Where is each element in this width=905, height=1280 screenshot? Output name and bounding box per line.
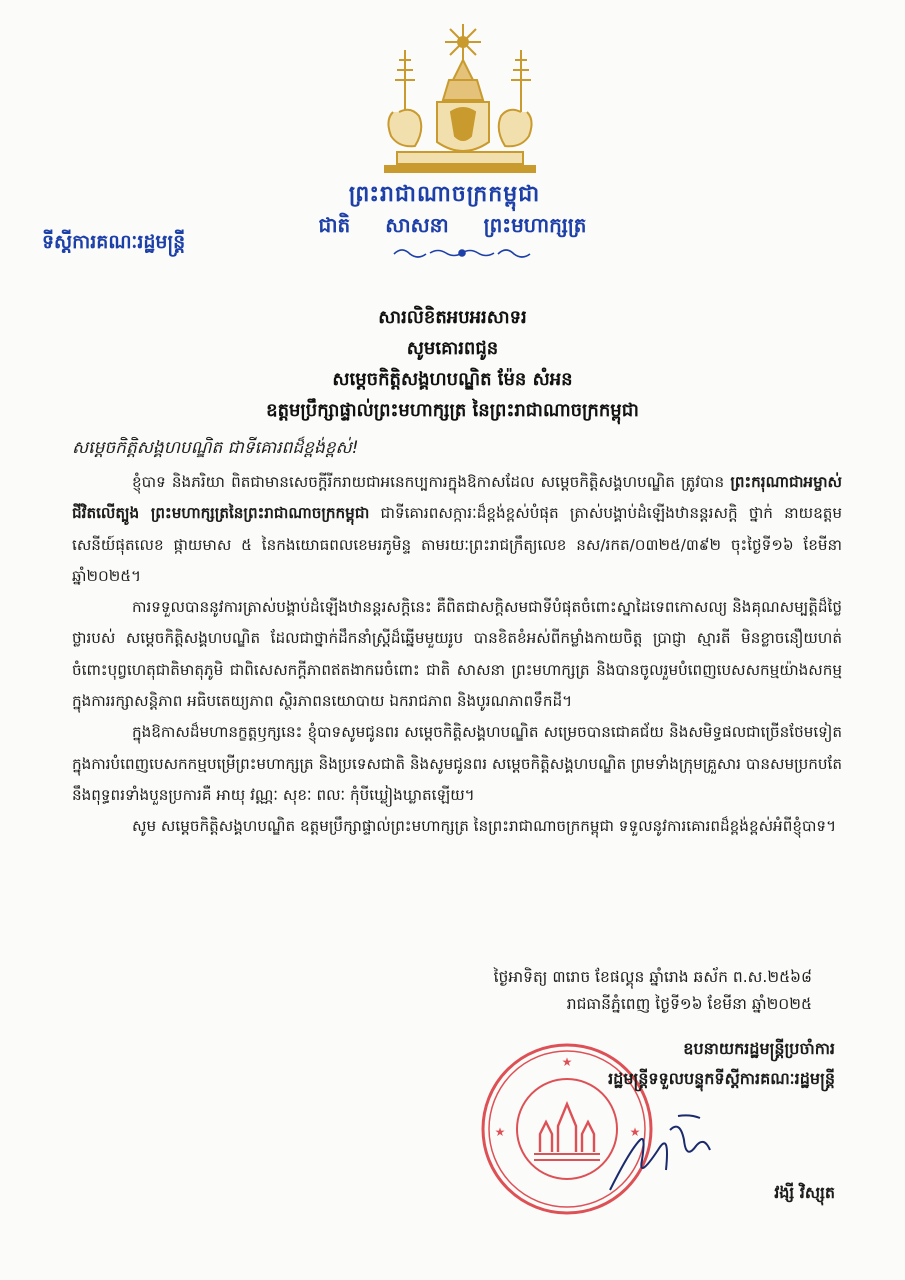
ministry-name: ទីស្ដីការគណៈរដ្ឋមន្ត្រី	[42, 231, 186, 253]
svg-text:★: ★	[561, 1055, 573, 1069]
ornament-divider	[392, 246, 532, 260]
letter-body	[72, 467, 842, 843]
lunar-date: ថ្ងៃអាទិត្យ ៣រោច ខែផល្គុន ឆ្នាំរោង ឆស័ក ព.ស.២៥៦៨	[493, 968, 812, 986]
addressee-name: សម្ដេចកិត្តិសង្គហបណ្ឌិត ម៉ែន សំអន	[332, 369, 573, 390]
salutation: សម្ដេចកិត្តិសង្គហបណ្ឌិត ជាទីគោរពដ៏ខ្ពង់ខ្ពស់!	[72, 438, 359, 458]
signatory-title: ឧបនាយករដ្ឋមន្ត្រីប្រចាំការ	[683, 1039, 835, 1058]
letter-titles	[0, 302, 905, 426]
king-title: ព្រះករុណាជាអម្ចាស់ជីវិតលើត្បូង ព្រះមហាក្សត្រនៃព្រះរាជាណាចក្រកម្ពុជា	[72, 473, 842, 523]
paragraph-4: សូម សម្ដេចកិត្តិសង្គហបណ្ឌិត ឧត្ដមប្រឹក្សាផ្ទាល់ព្រះមហាក្សត្រ នៃព្រះរាជាណាចក្រកម្ពុជា ទទួលនូវការគោរពដ៏ខ្ពង់ខ្ពស់អំពីខ្ញុំបាទ។	[132, 817, 837, 836]
royal-emblem	[375, 20, 545, 180]
signatory-name: វង្សី វិស្សុត	[774, 1183, 835, 1202]
letter-type: សារលិខិតអបអរសាទរ	[378, 307, 527, 328]
national-motto: ជាតិ សាសនា ព្រះមហាក្សត្រ	[318, 213, 587, 237]
handwritten-signature	[600, 1110, 720, 1200]
paragraph-1: ខ្ញុំបាទ និងភរិយា ពិតជាមានសេចក្ដីរីករាយជាអនេកប្បការក្នុងឱកាសដែល សម្ដេចកិត្តិសង្គហបណ្ឌិត ត្រូវបាន ព្រះករុណាជាអម្ចាស់ជីវិតលើត្បូង ព្រះមហាក្សត្រនៃព្រះរាជាណាចក្រកម្ពុជា ជាទីគោរពសក្ការៈដ៏ខ្ពង់ខ្ពស់បំផុត ត្រាស់បង្គាប់ដំឡើងឋានន្តរសក្តិ ថ្នាក់ នាយឧត្តមសេនីយ៍ផុតលេខ ផ្កាយមាស ៥ នៃកងយោធពលខេមរភូមិន្ទ តាមរយៈព្រះរាជក្រឹត្យលេខ នស/រកត/០៣២៥/៣៩២ ចុះថ្ងៃទី១៦ ខែមីនា ឆ្នាំ២០២៥។	[72, 473, 842, 585]
addressee-intro: សូមគោរពជូន	[406, 338, 499, 359]
svg-text:★: ★	[494, 1125, 506, 1139]
paragraph-3: ក្នុងឱកាសដ៏មហានក្ខត្តឫក្សនេះ ខ្ញុំបាទសូមជូនពរ សម្ដេចកិត្តិសង្គហបណ្ឌិត សម្រេចបានជោគជ័យ និងសមិទ្ធផលជាច្រើនថែមទៀតក្នុងការបំពេញបេសកកម្មបម្រើព្រះមហាក្សត្រ និងប្រទេសជាតិ និងសូមជូនពរ សម្ដេចកិត្តិសង្គហបណ្ឌិត ព្រមទាំងក្រុមគ្រួសារ បានសមប្រកបតែនឹងពុទ្ធពរទាំងបួនប្រការគឺ អាយុ វណ្ណៈ សុខៈ ពលៈ កុំបីឃ្លៀងឃ្លាតឡើយ។	[72, 723, 842, 804]
signatory-ministry: រដ្ឋមន្ត្រីទទួលបន្ទុកទីស្ដីការគណៈរដ្ឋមន្ត្រី	[608, 1069, 835, 1088]
solar-date: រាជធានីភ្នំពេញ ថ្ងៃទី១៦ ខែមីនា ឆ្នាំ២០២៥	[566, 995, 812, 1013]
paragraph-2: ការទទួលបាននូវការត្រាស់បង្គាប់ដំឡើងឋានន្តរសក្តិនេះ គឺពិតជាសក្តិសមជាទីបំផុតចំពោះស្នាដៃទេពកោសល្យ និងគុណសម្បត្តិដ៏ថ្លៃថ្លារបស់ សម្ដេចកិត្តិសង្គហបណ្ឌិត ដែលជាថ្នាក់ដឹកនាំស្ត្រីដ៏ឆ្នើមមួយរូប បានខិតខំអស់ពីកម្លាំងកាយចិត្ត ប្រាជ្ញា ស្មារតី មិនខ្លាចនឿយហត់ ចំពោះបុព្វហេតុជាតិមាតុភូមិ ជាពិសេសកក្តីភាពឥតងាករេចំពោះ ជាតិ សាសនា ព្រះមហាក្សត្រ និងបានចូលរួមបំពេញបេសសកម្មយ៉ាងសកម្មក្នុងការរក្សាសន្តិភាព អធិបតេយ្យភាព ស្ថិរភាពនយោបាយ ឯករាជភាព និងបូរណភាពទឹកដី។	[72, 598, 842, 711]
kingdom-name: ព្រះរាជាណាចក្រកម្ពុជា	[348, 182, 541, 207]
svg-text:★: ★	[629, 1125, 641, 1139]
addressee-position: ឧត្ដមប្រឹក្សាផ្ទាល់ព្រះមហាក្សត្រ នៃព្រះរាជាណាចក្រកម្ពុជា	[266, 400, 639, 421]
